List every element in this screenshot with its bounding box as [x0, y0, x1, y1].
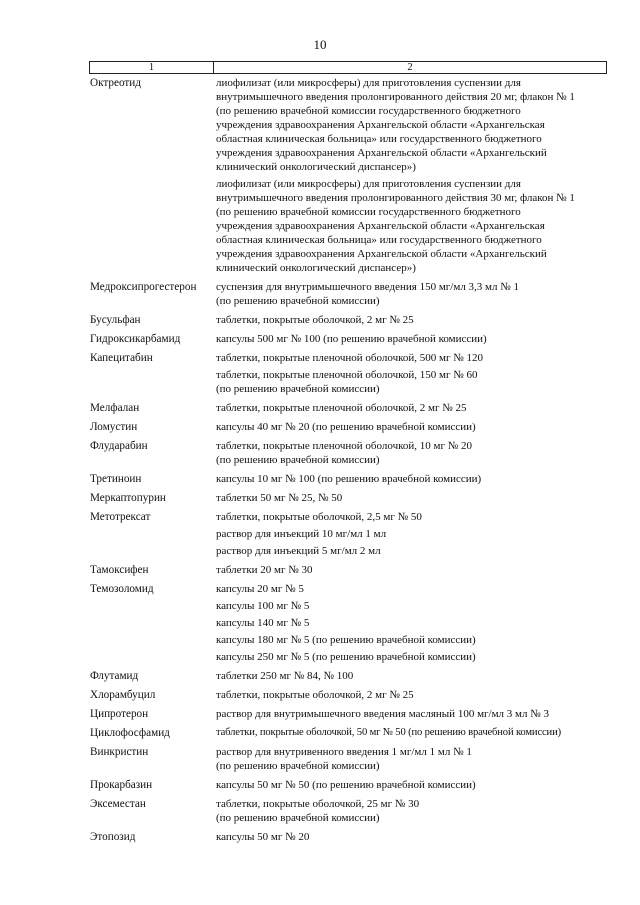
- dosage-form-line: учреждения здравоохранения Архангельской области «Архангельская: [216, 220, 545, 232]
- drug-name: Этопозид: [90, 831, 136, 843]
- drug-name: Бусульфан: [90, 314, 141, 326]
- dosage-form: [216, 313, 607, 327]
- table-row: [89, 688, 607, 702]
- dosage-form-line: капсулы 250 мг № 5 (по решению врачебной комиссии): [216, 651, 476, 663]
- dosage-form-line: таблетки 20 мг № 30: [216, 564, 313, 576]
- dosage-forms: [214, 76, 607, 275]
- dosage-form: [216, 420, 607, 434]
- dosage-forms: [214, 420, 607, 434]
- table-row: [89, 726, 607, 740]
- dosage-form-line: раствор для внутримышечного введения масляный 100 мг/мл 3 мл № 3: [216, 708, 549, 720]
- dosage-form-line: внутримышечного введения пролонгированного действия 30 мг, флакон № 1: [216, 192, 575, 204]
- table-row: [89, 439, 607, 467]
- dosage-form-line: (по решению врачебной комиссии): [216, 295, 380, 307]
- dosage-form-line: капсулы 180 мг № 5 (по решению врачебной комиссии): [216, 634, 476, 646]
- dosage-forms: [214, 313, 607, 327]
- header-column-2: 2: [407, 62, 413, 73]
- dosage-form-line: капсулы 50 мг № 50 (по решению врачебной комиссии): [216, 779, 476, 791]
- table-row: [89, 778, 607, 792]
- header-column-1: 1: [90, 62, 214, 73]
- dosage-forms: [214, 707, 607, 721]
- table-row: [89, 707, 607, 721]
- dosage-forms: [214, 401, 607, 415]
- dosage-form-line: учреждения здравоохранения Архангельской области «Архангельская: [216, 119, 545, 131]
- dosage-forms: [214, 491, 607, 505]
- dosage-forms: [214, 778, 607, 792]
- dosage-form-line: (по решению врачебной комиссии): [216, 383, 380, 395]
- dosage-form: [216, 582, 607, 596]
- drug-name: Ципротерон: [90, 708, 149, 720]
- drug-name: Темозоломид: [90, 583, 154, 595]
- dosage-forms: [214, 726, 607, 740]
- dosage-form-line: (по решению врачебной комиссии государственного бюджетного: [216, 206, 521, 218]
- dosage-form: [216, 510, 607, 524]
- drug-name: Третиноин: [90, 473, 142, 485]
- drug-name: Гидроксикарбамид: [90, 333, 181, 345]
- dosage-forms: [214, 563, 607, 577]
- dosage-form: [216, 633, 607, 647]
- dosage-form-line: раствор для инъекций 5 мг/мл 2 мл: [216, 545, 381, 557]
- dosage-forms: [214, 688, 607, 702]
- dosage-form-line: таблетки, покрытые оболочкой, 2,5 мг № 50: [216, 511, 422, 523]
- dosage-form-line: лиофилизат (или микросферы) для приготовления суспензии для: [216, 178, 521, 190]
- dosage-form: [216, 527, 607, 541]
- dosage-form: [216, 332, 607, 346]
- dosage-form-line: капсулы 20 мг № 5: [216, 583, 304, 595]
- table-header: [89, 61, 607, 74]
- dosage-form-line: учреждения здравоохранения Архангельской области «Архангельский: [216, 147, 547, 159]
- dosage-form: [216, 472, 607, 486]
- dosage-form-line: областная клиническая больница» или государственного бюджетного: [216, 133, 542, 145]
- table-row: [89, 420, 607, 434]
- dosage-form-line: капсулы 100 мг № 5: [216, 600, 310, 612]
- dosage-forms: [214, 745, 607, 773]
- drug-name: Метотрексат: [90, 511, 151, 523]
- dosage-form-line: (по решению врачебной комиссии): [216, 454, 380, 466]
- drug-name: Винкристин: [90, 746, 149, 758]
- table-row: [89, 797, 607, 825]
- drug-table: [89, 61, 607, 849]
- table-row: [89, 76, 607, 275]
- dosage-form: [216, 745, 607, 773]
- dosage-form: [216, 707, 607, 721]
- drug-name: Мелфалан: [90, 402, 140, 414]
- drug-name: Меркаптопурин: [90, 492, 166, 504]
- drug-name: Флударабин: [90, 440, 148, 452]
- dosage-form-line: капсулы 40 мг № 20 (по решению врачебной комиссии): [216, 421, 476, 433]
- table-row: [89, 472, 607, 486]
- table-row: [89, 351, 607, 396]
- dosage-form: [216, 544, 607, 558]
- dosage-form: [216, 830, 607, 844]
- table-row: [89, 510, 607, 558]
- dosage-form-line: таблетки, покрытые оболочкой, 2 мг № 25: [216, 689, 414, 701]
- drug-name: Хлорамбуцил: [90, 689, 156, 701]
- dosage-forms: [214, 669, 607, 683]
- dosage-form: [216, 688, 607, 702]
- table-row: [89, 491, 607, 505]
- dosage-form: [216, 778, 607, 792]
- table-row: [89, 401, 607, 415]
- dosage-form: [216, 669, 607, 683]
- dosage-form: [216, 726, 607, 740]
- dosage-forms: [214, 472, 607, 486]
- dosage-form: [216, 76, 607, 174]
- dosage-form-line: таблетки, покрытые пленочной оболочкой, 10 мг № 20: [216, 440, 473, 452]
- table-row: [89, 280, 607, 308]
- dosage-form: [216, 401, 607, 415]
- dosage-forms: [214, 510, 607, 558]
- drug-name: Ломустин: [90, 421, 138, 433]
- dosage-form: [216, 650, 607, 664]
- table-row: [89, 830, 607, 844]
- dosage-form: [216, 280, 607, 308]
- dosage-form-line: (по решению врачебной комиссии государственного бюджетного: [216, 105, 521, 117]
- drug-name: Капецитабин: [90, 352, 153, 364]
- drug-name: Флутамид: [90, 670, 139, 682]
- dosage-form: [216, 368, 607, 396]
- dosage-form: [216, 351, 607, 365]
- dosage-forms: [214, 351, 607, 396]
- dosage-forms: [214, 280, 607, 308]
- dosage-form-line: раствор для инъекций 10 мг/мл 1 мл: [216, 528, 387, 540]
- dosage-form-line: (по решению врачебной комиссии): [216, 812, 380, 824]
- dosage-form-line: внутримышечного введения пролонгированного действия 20 мг, флакон № 1: [216, 91, 575, 103]
- drug-name: Тамоксифен: [90, 564, 149, 576]
- table-row: [89, 563, 607, 577]
- table-row: [89, 582, 607, 664]
- dosage-form-line: таблетки, покрытые оболочкой, 50 мг № 50 (по решению врачебной комиссии): [216, 727, 561, 738]
- table-row: [89, 313, 607, 327]
- dosage-form-line: (по решению врачебной комиссии): [216, 760, 380, 772]
- dosage-form: [216, 797, 607, 825]
- dosage-form-line: капсулы 500 мг № 100 (по решению врачебной комиссии): [216, 333, 487, 345]
- drug-name: Медроксипрогестерон: [90, 281, 197, 293]
- dosage-form-line: областная клиническая больница» или государственного бюджетного: [216, 234, 542, 246]
- dosage-form-line: капсулы 140 мг № 5: [216, 617, 310, 629]
- dosage-forms: [214, 332, 607, 346]
- dosage-forms: [214, 797, 607, 825]
- dosage-forms: [214, 439, 607, 467]
- dosage-form-line: лиофилизат (или микросферы) для приготовления суспензии для: [216, 77, 521, 89]
- dosage-form-line: таблетки, покрытые пленочной оболочкой, 500 мг № 120: [216, 352, 484, 364]
- dosage-form-line: таблетки, покрытые оболочкой, 2 мг № 25: [216, 314, 414, 326]
- dosage-form-line: капсулы 10 мг № 100 (по решению врачебной комиссии): [216, 473, 482, 485]
- drug-name: Прокарбазин: [90, 779, 153, 791]
- drug-name: Октреотид: [90, 77, 141, 89]
- dosage-form-line: капсулы 50 мг № 20: [216, 831, 310, 843]
- dosage-form-line: учреждения здравоохранения Архангельской области «Архангельский: [216, 248, 547, 260]
- table-body: [89, 76, 607, 844]
- table-row: [89, 669, 607, 683]
- drug-name: Эксеместан: [90, 798, 146, 810]
- dosage-form: [216, 563, 607, 577]
- dosage-form: [216, 491, 607, 505]
- table-row: [89, 332, 607, 346]
- dosage-form-line: раствор для внутривенного введения 1 мг/мл 1 мл № 1: [216, 746, 472, 758]
- dosage-form-line: таблетки 50 мг № 25, № 50: [216, 492, 343, 504]
- dosage-form-line: клинический онкологический диспансер»): [216, 262, 416, 274]
- dosage-form: [216, 439, 607, 467]
- dosage-form-line: таблетки 250 мг № 84, № 100: [216, 670, 354, 682]
- drug-name: Циклофосфамид: [90, 727, 170, 739]
- dosage-form: [216, 599, 607, 613]
- dosage-form-line: таблетки, покрытые пленочной оболочкой, 2 мг № 25: [216, 402, 467, 414]
- dosage-forms: [214, 582, 607, 664]
- dosage-form: [216, 177, 607, 275]
- table-row: [89, 745, 607, 773]
- dosage-form-line: таблетки, покрытые пленочной оболочкой, 150 мг № 60: [216, 369, 478, 381]
- dosage-form: [216, 616, 607, 630]
- dosage-form-line: таблетки, покрытые оболочкой, 25 мг № 30: [216, 798, 420, 810]
- dosage-form-line: суспензия для внутримышечного введения 150 мг/мл 3,3 мл № 1: [216, 281, 520, 293]
- dosage-forms: [214, 830, 607, 844]
- dosage-form-line: клинический онкологический диспансер»): [216, 161, 416, 173]
- page-number: 10: [313, 37, 327, 52]
